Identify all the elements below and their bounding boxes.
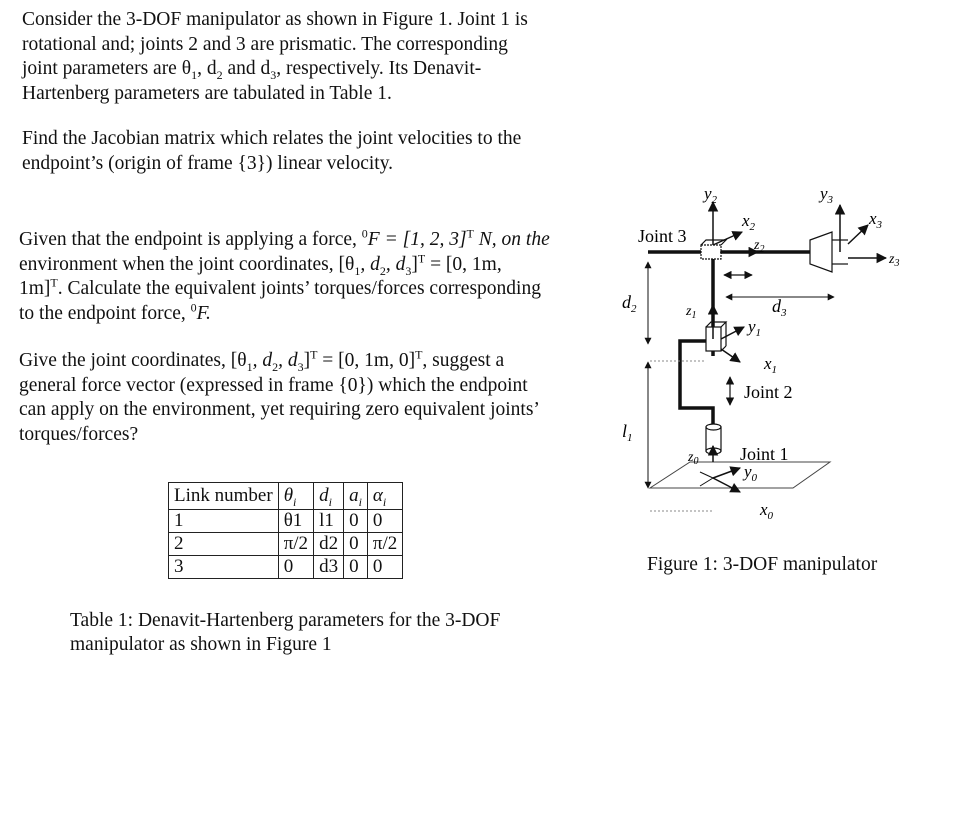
cell-a: 0: [344, 556, 368, 579]
dh-parameter-table: [168, 482, 403, 579]
intro-line-3: joint parameters are $\theta_1$, $d_2$ and $d_3$, respectively. Its Denavit-: [22, 58, 482, 82]
q3-line-2: general force vector (expressed in frame {0}) which the endpoint: [19, 374, 528, 396]
cell-alpha: π/2: [367, 533, 402, 556]
table-caption-line-1: Table 1: Denavit-Hartenberg parameters for the 3-DOF: [70, 610, 501, 631]
question-3: [19, 349, 594, 447]
y0-label: $y_0$: [744, 462, 758, 484]
y0-axis-arrow: [713, 468, 740, 478]
cell-alpha: 0: [367, 510, 402, 533]
x1-axis-arrow: [721, 349, 740, 362]
table-caption-line-2: manipulator as shown in Figure 1: [70, 634, 332, 655]
cell-link: 3: [169, 556, 279, 579]
joint-3-label: Joint 3: [638, 226, 687, 246]
cell-link: 2: [169, 533, 279, 556]
y1-axis-arrow: [721, 327, 744, 339]
table-row: [169, 533, 403, 556]
link-body: [680, 341, 713, 432]
table-caption: [70, 609, 590, 657]
q1-line-2: endpoint’s (origin of frame {3}) linear velocity.: [22, 152, 394, 174]
x0-label: $x_0$: [760, 500, 774, 522]
x3-axis-arrow: [848, 225, 868, 244]
table-row: [169, 510, 403, 533]
x0-axis-arrow: [713, 478, 740, 492]
y3-label: $y_3$: [820, 184, 834, 206]
intro-line-1: Consider the 3-DOF manipulator as shown in Figure 1. Joint 1 is: [22, 9, 528, 30]
cell-alpha: 0: [367, 556, 402, 579]
x1-label: $x_1$: [764, 354, 778, 376]
joint-3-box: [701, 245, 721, 259]
intro-line-4: Hartenberg parameters are tabulated in Table 1.: [22, 82, 392, 104]
cell-theta: π/2: [278, 533, 313, 556]
q3-line-1: Give the joint coordinates, [$\theta_1$, $d_2$, $d_3]^T = [0$, 1m, 0]$^T$, suggest a: [19, 347, 505, 374]
cell-d: d3: [314, 556, 344, 579]
base-plane: [650, 462, 830, 488]
x2-label: $x_2$: [742, 211, 756, 233]
d3-label: $d_3$: [772, 296, 787, 319]
joint-1-top: [706, 424, 721, 430]
joint-1-label: Joint 1: [740, 444, 789, 464]
cell-d: l1: [314, 510, 344, 533]
q3-line-3: can apply on the environment, yet requiring zero equivalent joints’: [19, 399, 540, 420]
q2-line-2: environment when the joint coordinates, [$\theta_1$, $d_2$, $d_3]^T = [0$, 1m,: [19, 251, 502, 278]
cell-a: 0: [344, 533, 368, 556]
question-2: [19, 228, 594, 326]
question-1: [22, 127, 592, 176]
table-header-row: [169, 483, 403, 510]
figure-caption: Figure 1: 3-DOF manipulator: [647, 554, 878, 575]
end-effector: [810, 232, 832, 272]
header-d: $d_i$: [314, 483, 344, 510]
table-row: [169, 556, 403, 579]
z0-label: $z_0$: [688, 450, 699, 467]
q2-line-4: to the endpoint force, $^0$F.: [19, 300, 211, 324]
header-a: $a_i$: [344, 483, 368, 510]
cell-link: 1: [169, 510, 279, 533]
y2-label: $y_2$: [704, 184, 718, 206]
manipulator-figure: [600, 180, 920, 525]
z3-label: $z_3$: [889, 252, 900, 269]
cell-d: d2: [314, 533, 344, 556]
l1-label: $l_1$: [622, 421, 633, 444]
x2-axis-arrow: [713, 232, 742, 245]
cell-a: 0: [344, 510, 368, 533]
q3-line-4: torques/forces?: [19, 423, 139, 445]
header-theta: $\theta_i$: [278, 483, 313, 510]
q1-line-1: Find the Jacobian matrix which relates the joint velocities to the: [22, 128, 522, 149]
q2-line-3: 1m]$^T$. Calculate the equivalent joints’ torques/forces corresponding: [19, 275, 541, 299]
joint-2-label: Joint 2: [744, 382, 793, 402]
z2-label: $z_2$: [754, 238, 765, 255]
y1-label: $y_1$: [748, 317, 762, 339]
q2-line-1: Given that the endpoint is applying a force, $^0$F = [1, 2, 3]$^T$ N, on the: [19, 226, 550, 250]
header-alpha: $\alpha_i$: [367, 483, 402, 510]
d2-label: $d_2$: [622, 292, 637, 315]
z1-label: $z_1$: [686, 304, 697, 321]
x3-label: $x_3$: [869, 209, 883, 231]
cell-theta: 0: [278, 556, 313, 579]
cell-theta: θ1: [278, 510, 313, 533]
intro-paragraph: [22, 8, 590, 106]
header-link-number: Link number: [169, 483, 279, 510]
intro-line-2: rotational and; joints 2 and 3 are prismatic. The corresponding: [22, 33, 508, 55]
